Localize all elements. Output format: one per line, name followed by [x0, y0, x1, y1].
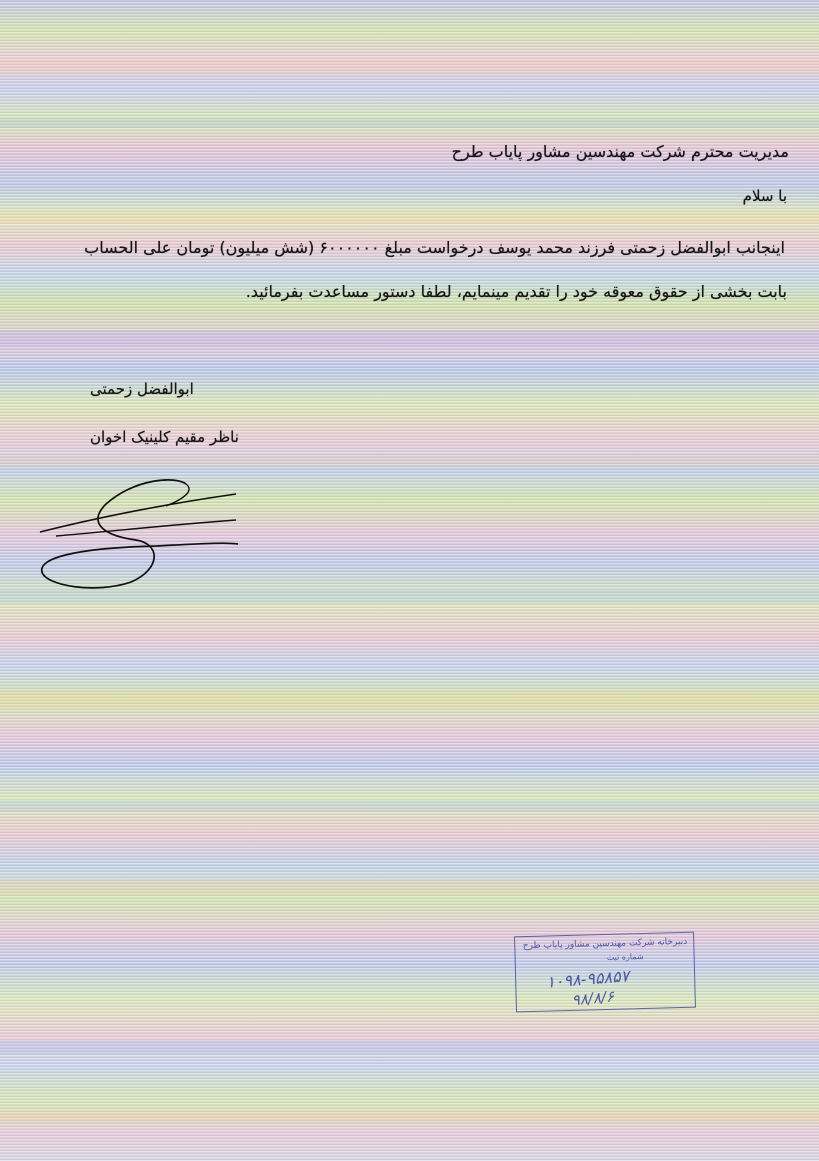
letter-addressee: مدیریت محترم شرکت مهندسین مشاور پایاب طرح — [451, 142, 789, 161]
stamp-number: ۱۰۹۸-۹۵۸۵۷ — [545, 966, 630, 992]
letter-greeting: با سلام — [742, 187, 787, 205]
signer-name: ابوالفضل زحمتی — [90, 380, 194, 398]
registration-stamp — [514, 932, 696, 1013]
stamp-date: ۹۸/۸/۶ — [570, 987, 615, 1010]
stamp-sub-label: شماره ثبت — [606, 951, 644, 962]
letter-body-line-2: بابت بخشی از حقوق معوقه خود را تقدیم مینمایم، لطفا دستور مساعدت بفرمائید. — [245, 282, 787, 301]
signer-title: ناظر مقیم کلینیک اخوان — [90, 428, 239, 446]
stamp-header: دبیرخانه شرکت مهندسین مشاور پایاب طرح — [522, 936, 688, 952]
letter-body-line-1: اینجانب ابوالفضل زحمتی فرزند محمد یوسف درخواست مبلغ ۶۰۰۰۰۰۰ (شش میلیون) تومان علی الحساب — [84, 238, 785, 257]
handwritten-signature — [36, 474, 246, 594]
